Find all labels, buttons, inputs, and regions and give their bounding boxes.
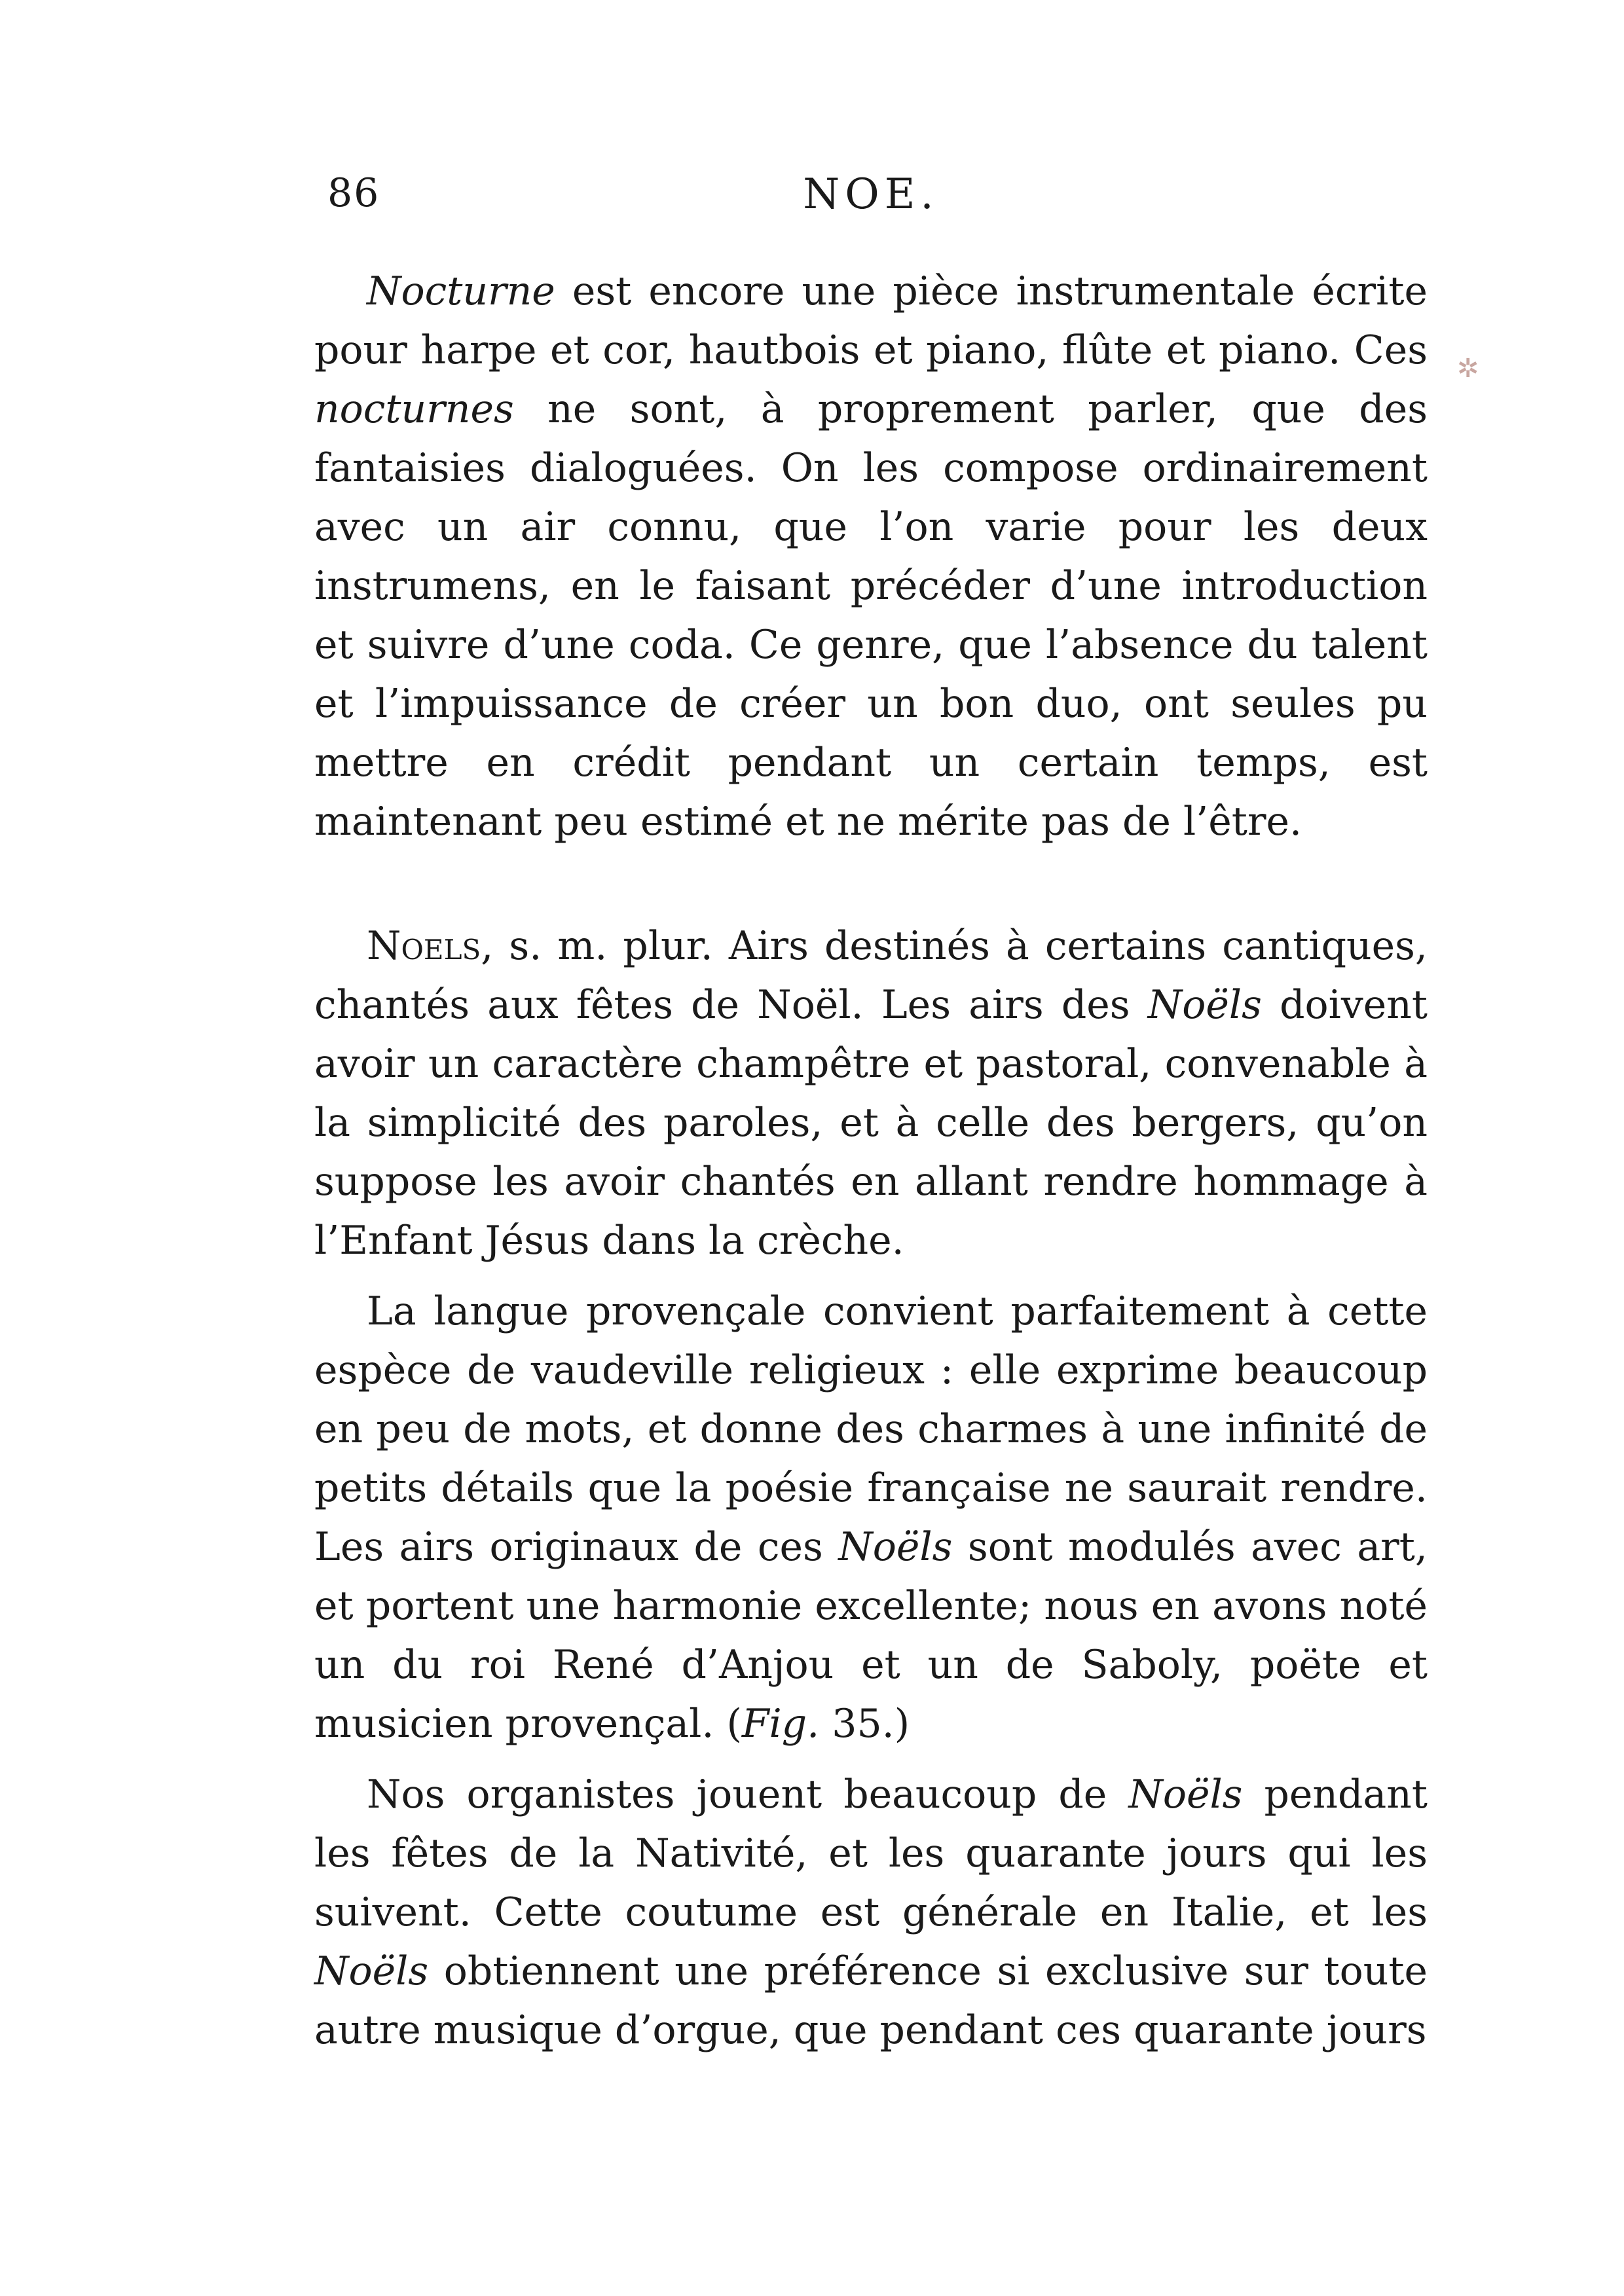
term-noels: Noëls — [314, 1948, 429, 1994]
paragraph-text: ne sont, à proprement parler, que des fantaisies dialoguées. On les compose ordinairement avec un air connu, que l’on varie pour les deux instrumens, en le faisant précéder d’une introduction et suivre d’une coda. Ce genre, que l’absence du talent et l’impuissance de créer un bon duo, ont seules pu mettre en crédit pendant un certain temps, est maintenant peu estimé et ne mérite pas de l’être. — [314, 386, 1428, 845]
paragraph-noels — [314, 917, 1428, 1270]
paragraph-nocturne — [314, 262, 1428, 851]
figure-reference: Fig. — [741, 1701, 820, 1747]
paragraph-text: sont modulés avec art, et portent une harmonie excellente; nous en avons noté un du roi René d’Anjou et un de Saboly, poëte et musicien provençal. ( — [314, 1524, 1428, 1747]
paragraph-text: La langue provençale convient parfaitement à cette espèce de vaudeville religieux : elle exprime beaucoup en peu de mots, et donne des charmes à une infinité de petits détails que la poésie française ne saurait rendre. Les airs originaux de ces — [314, 1288, 1428, 1570]
term-noels: Noëls — [1147, 982, 1262, 1028]
paragraph-text: est encore une pièce instrumentale écrite pour harpe et cor, hautbois et piano, flûte et piano. Ces — [314, 268, 1428, 373]
page-header — [327, 164, 1414, 242]
paragraph-text: obtiennent une préférence si exclusive sur toute autre musique d’orgue, que pendant ces quarante jours — [314, 1948, 1428, 2053]
paragraph-organistes — [314, 1765, 1428, 2060]
paragraph-provencale — [314, 1282, 1428, 1753]
term-nocturne: Nocturne — [367, 268, 555, 314]
running-head: NOE. — [803, 170, 939, 219]
page-body — [314, 262, 1428, 2060]
page-number: 86 — [327, 170, 380, 216]
paragraph-text: pendant les fêtes de la Nativité, et les quarante jours qui les suivent. Cette coutume est générale en Italie, et les — [314, 1772, 1428, 1935]
term-noels: Noëls — [838, 1524, 953, 1570]
paragraph-text: Nos organistes jouent beaucoup de — [367, 1772, 1129, 1817]
term-noels: Noëls — [1128, 1772, 1243, 1817]
paragraph-text: doivent avoir un caractère champêtre et pastoral, convenable à la simplicité des paroles, et à celle des bergers, qu’on suppose les avoir chantés en allant rendre hommage à l’Enfant Jésus dans la crèche. — [314, 982, 1428, 1264]
paragraph-text: 35.) — [819, 1701, 910, 1747]
entry-headword: Noels — [367, 923, 481, 969]
ink-speck: ✲ — [1457, 354, 1479, 384]
paragraph-text: , s. m. plur. Airs destinés à certains cantiques, chantés aux fêtes de Noël. Les airs des — [314, 923, 1428, 1028]
term-nocturnes: nocturnes — [314, 386, 514, 432]
